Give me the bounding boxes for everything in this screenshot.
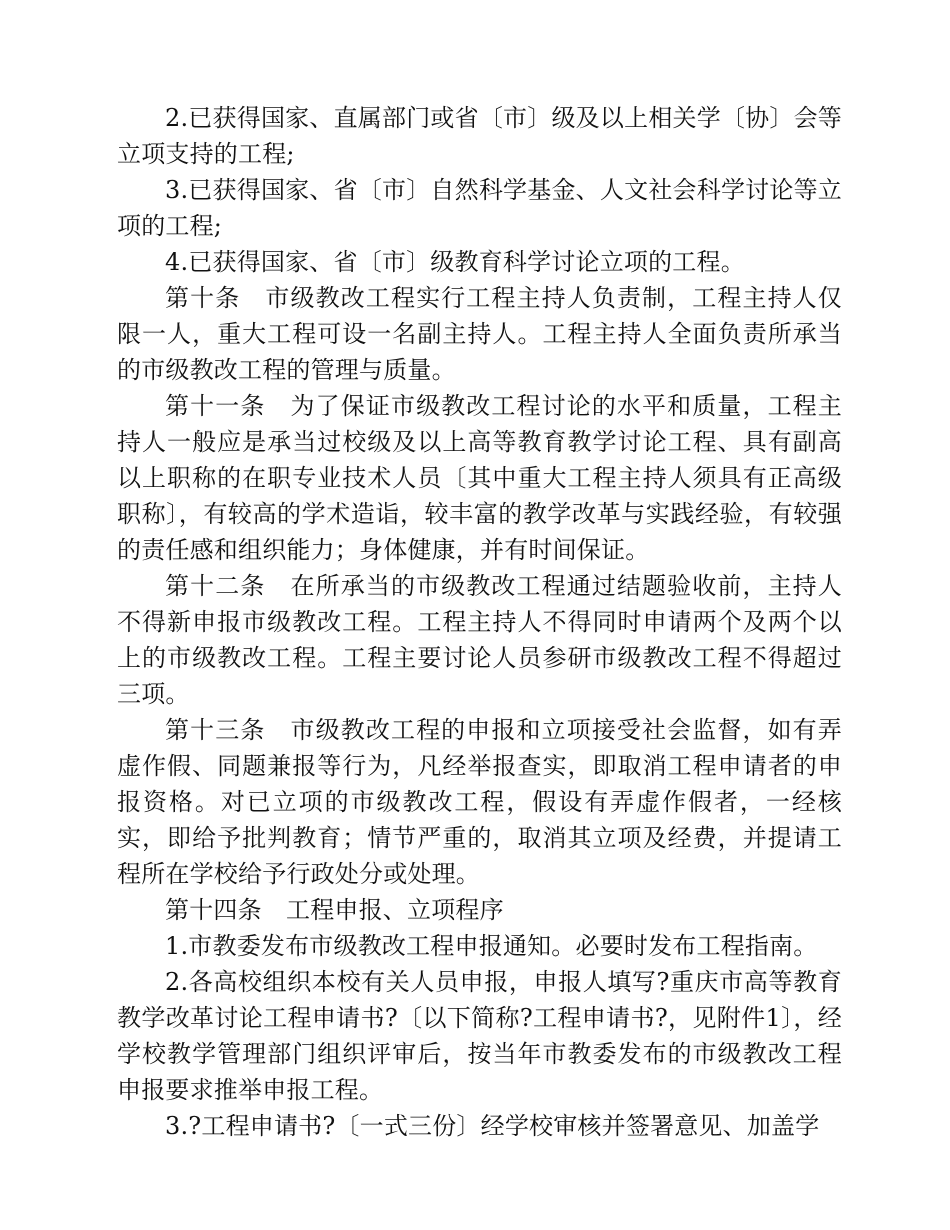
article-13: 第十三条 市级教改工程的申报和立项接受社会监督，如有弄虚作假、同题兼报等行为，凡经举报查实，即取消工程申请者的申报资格。对已立项的市级教改工程，假设有弄虚作假者，一经核实，即给予批判教育；情节严重的，取消其立项及经费，并提请工程所在学校给予行政处分或处理。 <box>117 716 842 888</box>
procedure-step-3: 3.?工程申请书?〔一式三份〕经学校审核并签署意见、加盖学 <box>165 1112 820 1140</box>
procedure-step-2: 2.各高校组织本校有关人员申报，申报人填写?重庆市高等教育教学改革讨论工程申请书?〔以下简称?工程申请书?，见附件1〕，经学校教学管理部门组织评审后，按当年市教委发布的市级教改工程申报要求推举申报工程。 <box>117 968 842 1104</box>
article-10: 第十条 市级教改工程实行工程主持人负责制，工程主持人仅限一人，重大工程可设一名副主持人。工程主持人全面负责所承当的市级教改工程的管理与质量。 <box>117 284 842 384</box>
article-14-heading: 第十四条 工程申报、立项程序 <box>165 896 504 924</box>
article-11: 第十一条 为了保证市级教改工程讨论的水平和质量，工程主持人一般应是承当过校级及以上高等教育教学讨论工程、具有副高以上职称的在职专业技术人员〔其中重大工程主持人须具有正高级职称〕，有较高的学术造诣，较丰富的教学改革与实践经验，有较强的责任感和组织能力；身体健康，并有时间保证。 <box>117 392 842 564</box>
procedure-step-1: 1.市教委发布市级教改工程申报通知。必要时发布工程指南。 <box>165 932 818 960</box>
paragraph-item-4: 4.已获得国家、省〔市〕级教育科学讨论立项的工程。 <box>165 248 745 276</box>
paragraph-item-2: 2.已获得国家、直属部门或省〔市〕级及以上相关学〔协〕会等立项支持的工程; <box>117 104 842 168</box>
article-12: 第十二条 在所承当的市级教改工程通过结题验收前，主持人不得新申报市级教改工程。工程主持人不得同时申请两个及两个以上的市级教改工程。工程主要讨论人员参研市级教改工程不得超过三项。 <box>117 572 842 708</box>
paragraph-item-3: 3.已获得国家、省〔市〕自然科学基金、人文社会科学讨论等立项的工程; <box>117 176 842 240</box>
document-body <box>117 100 842 1144</box>
